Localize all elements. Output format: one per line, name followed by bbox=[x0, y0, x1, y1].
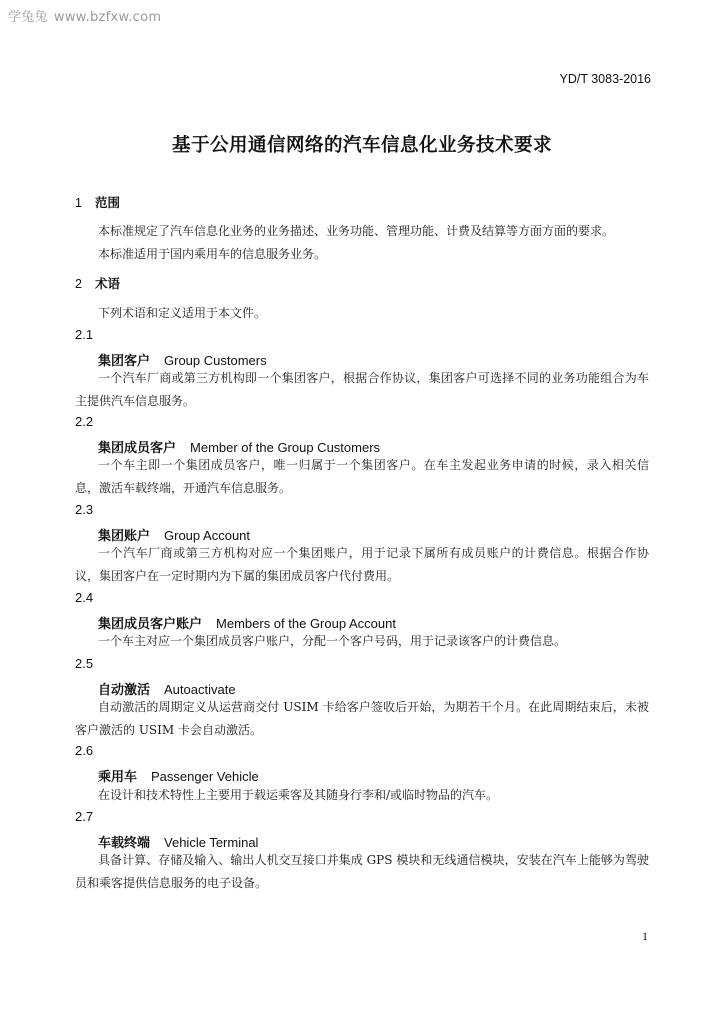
term-zh: 乘用车 bbox=[98, 770, 138, 785]
paragraph: 本标准规定了汽车信息化业务的业务描述、业务功能、管理功能、计费及结算等方面方面的要求。 bbox=[98, 224, 615, 238]
watermark-site-name: 学兔兔 bbox=[8, 10, 48, 25]
term-number: 2.7 bbox=[75, 809, 94, 824]
section-title: 范围 bbox=[95, 195, 121, 210]
term-number: 2.2 bbox=[75, 414, 94, 429]
term-heading bbox=[98, 766, 259, 785]
term-zh: 集团客户 bbox=[98, 354, 151, 369]
term-en: Member of the Group Customers bbox=[190, 440, 381, 455]
term-en: Autoactivate bbox=[164, 682, 236, 697]
term-number: 2.5 bbox=[75, 656, 94, 671]
term-zh: 集团成员客户账户 bbox=[98, 617, 203, 632]
section-title: 术语 bbox=[95, 276, 121, 291]
section-2-heading bbox=[75, 274, 120, 292]
term-number: 2.1 bbox=[75, 327, 94, 342]
term-number: 2.3 bbox=[75, 502, 94, 517]
paragraph: 本标准适用于国内乘用车的信息服务业务。 bbox=[98, 247, 327, 261]
term-zh: 自动激活 bbox=[98, 683, 151, 698]
term-en: Group Customers bbox=[164, 353, 267, 368]
section-number: 1 bbox=[75, 196, 82, 210]
term-zh: 集团账户 bbox=[98, 529, 151, 544]
term-zh: 集团成员客户 bbox=[98, 441, 177, 456]
term-number: 2.4 bbox=[75, 590, 94, 605]
term-en: Group Account bbox=[164, 528, 251, 543]
term-en: Vehicle Terminal bbox=[164, 835, 259, 850]
paragraph: 下列术语和定义适用于本文件。 bbox=[98, 306, 267, 320]
term-en: Passenger Vehicle bbox=[151, 769, 259, 784]
term-definition: 一个汽车厂商或第三方机构即一个集团客户，根据合作协议，集团客户可选择不同的业务功能组合为车主提供汽车信息服务。 bbox=[75, 371, 649, 408]
term-definition: 一个车主即一个集团成员客户，唯一归属于一个集团客户。在车主发起业务申请的时候，录入相关信息，激活车载终端，开通汽车信息服务。 bbox=[75, 458, 649, 495]
watermark-url: www.bzfxw.com bbox=[53, 10, 162, 25]
term-definition: 自动激活的周期定义从运营商交付 USIM 卡给客户签收后开始，为期若干个月。在此周期结束后，未被客户激活的 USIM 卡会自动激活。 bbox=[75, 700, 649, 737]
page-number: 1 bbox=[642, 929, 648, 943]
term-en: Members of the Group Account bbox=[216, 616, 396, 631]
watermark bbox=[8, 6, 161, 25]
section-1-heading bbox=[75, 193, 120, 211]
term-definition: 一个汽车厂商或第三方机构对应一个集团账户，用于记录下属所有成员账户的计费信息。根据合作协议，集团客户在一定时期内为下属的集团成员客户代付费用。 bbox=[75, 546, 649, 583]
term-zh: 车载终端 bbox=[98, 836, 151, 851]
document-title: 基于公用通信网络的汽车信息化业务技术要求 bbox=[171, 135, 552, 156]
term-definition: 具备计算、存储及输入、输出人机交互接口并集成 GPS 模块和无线通信模块，安装在汽车上能够为驾驶员和乘客提供信息服务的电子设备。 bbox=[75, 853, 649, 890]
term-number: 2.6 bbox=[75, 743, 94, 758]
term-definition: 一个车主对应一个集团成员客户账户，分配一个客户号码，用于记录该客户的计费信息。 bbox=[98, 634, 567, 648]
document-number: YD/T 3083-2016 bbox=[559, 72, 651, 86]
term-definition: 在设计和技术特性上主要用于载运乘客及其随身行李和/或临时物品的汽车。 bbox=[98, 788, 499, 802]
section-number: 2 bbox=[75, 277, 82, 291]
